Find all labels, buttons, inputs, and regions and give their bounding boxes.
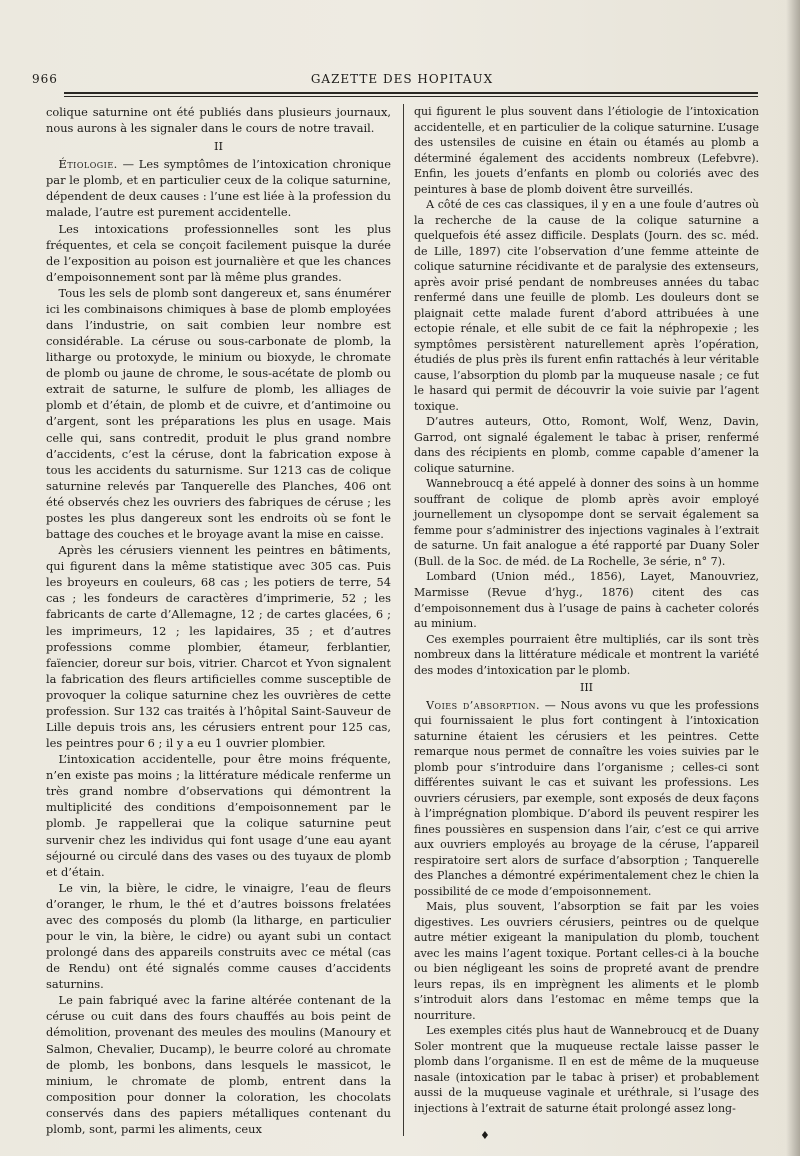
section-heading: Voies d’absorption. xyxy=(426,698,540,712)
paragraph-text: — Les symptômes de l’intoxication chronique par le plomb, et en particulier ceux de la colique saturnine, dépendent de deux causes : l’une est liée à la profession du malade, l’autre est purement accidentelle. xyxy=(46,157,391,220)
page-footer-mark: ♦ xyxy=(480,1129,490,1142)
paragraph: L’intoxication accidentelle, pour être moins fréquente, n’en existe pas moins ; la littérature médicale renferme un très grand nombre d’observations qui démontrent la multiplicité des conditions d’empoisonnement par le plomb. Je rappellerai que la colique saturnine peut survenir chez les individus qui font usage d’une eau ayant séjourné ou circulé dans des vases ou des tuyaux de plomb et d’étain. xyxy=(46,752,391,879)
paragraph: Le vin, la bière, le cidre, le vinaigre, l’eau de fleurs d’oranger, le rhum, le thé et d’autres boissons frelatées avec des composés du plomb (la litharge, en particulier pour le vin, la bière, le cidre) ou ayant subi un contact prolongé dans des appareils construits avec ce métal (cas de Rendu) ont été signalés comme causes d’accidents saturnins. xyxy=(46,880,391,992)
paragraph: qui figurent le plus souvent dans l’étiologie de l’intoxication accidentelle, et en particulier de la colique saturnine. L’usage des ustensiles de cuisine en étain ou étamés au plomb a déterminé également des accidents nombreux (Lefebvre). Enfin, les jouets d’enfants en plomb ou coloriés avec des peintures à base de plomb doivent être surveillés. xyxy=(414,105,759,196)
paragraph: Tous les sels de plomb sont dangereux et, sans énumérer ici les combinaisons chimiques à base de plomb employées dans l’industrie, on sait combien leur nombre est considérable. La céruse ou sous-carbonate de plomb, la litharge ou protoxyde, le minium ou bioxyde, le chromate de plomb ou jaune de chrome, le sous-acétate de plomb ou extrait de saturne, le sulfure de plomb, les alliages de plomb et d’étain, de plomb et de cuivre, et d’antimoine ou d’argent, sont les préparations les plus en usage. Mais celle qui, sans contredit, produit le plus grand nombre d’accidents, c’est la céruse, dont la fabrication expose à tous les accidents du saturnisme. Sur 1213 cas de colique saturnine relevés par Tanquerelle des Planches, 406 ont été observés chez les ouvriers des fabriques de céruse ; les postes les plus dangereux sont les endroits où se font le battage des couches et le broyage avant la mise en caisse. xyxy=(46,285,391,542)
paragraph: colique saturnine ont été publiés dans plusieurs journaux, nous aurons à les signaler dans le cours de notre travail. xyxy=(46,105,391,136)
page-number: 966 xyxy=(32,72,58,86)
paragraph: Le pain fabriqué avec la farine altérée contenant de la céruse ou cuit dans des fours chauffés au bois peint de démolition, provenant des meules des moulins (Manoury et Salmon, Chevalier, Ducamp), le beurre coloré au chromate de plomb, les bonbons, dans lesquels le massicot, le minium, le chromate de plomb, entrent dans la composition pour donner la coloration, les chocolats conservés dans des papiers métalliques contenant du plomb, sont, parmi les aliments, ceux xyxy=(46,993,391,1136)
paragraph: Wannebroucq a été appelé à donner des soins à un homme souffrant de colique de plomb après avoir employé journellement un clysopompe dont se servait également sa femme pour s’administrer des injections vaginales à l’extrait de saturne. Un fait analogue a été rapporté par Duany Soler (Bull. de la Soc. de méd. de La Rochelle, 3e série, n° 7). xyxy=(414,477,759,568)
left-column xyxy=(46,104,391,1137)
section-heading: Étiologie. xyxy=(58,157,118,172)
page-edge-shadow xyxy=(786,0,800,1156)
paragraph: Mais, plus souvent, l’absorption se fait par les voies digestives. Les ouvriers cérusiers, peintres ou de quelque autre métier exigeant la manipulation du plomb, touchent avec les mains l’agent toxique. Portant celles-ci à la bouche ou bien négligeant les soins de propreté avant de prendre leurs repas, ils en imprègnent les aliments et le plomb s’introduit alors dans l’estomac en même temps que la nourriture. xyxy=(414,900,759,1022)
section-number: III xyxy=(579,681,594,695)
header-rule-thick xyxy=(64,92,758,94)
paragraph: Les exemples cités plus haut de Wannebroucq et de Duany Soler montrent que la muqueuse rectale laisse passer le plomb dans l’organisme. Il en est de même de la muqueuse nasale (intoxication par le tabac à priser) et probablement aussi de la muqueuse vaginale et uréthrale, si l’usage des injections à l’extrait de saturne était prolongé assez long- xyxy=(414,1024,759,1115)
running-title: GAZETTE DES HOPITAUX xyxy=(310,72,494,86)
paragraph: D’autres auteurs, Otto, Romont, Wolf, Wenz, Davin, Garrod, ont signalé également le tabac à priser, renfermé dans des récipients en plomb, comme capable d’amener la colique saturnine. xyxy=(414,415,759,475)
header-rule-thin xyxy=(64,96,758,97)
paragraph-text: — Nous avons vu que les professions qui fournissaient le plus fort contingent à l’intoxication saturnine étaient les cérusiers et les peintres. Cette remarque nous permet de connaître les voies suivies par le plomb pour s’introduire dans l’organisme ; celles-ci sont différentes suivant le cas et suivant les professions. Les ouvriers cérusiers, par exemple, sont exposés de deux façons à l’imprégnation plombique. D’abord ils peuvent respirer les fines poussières en suspension dans l’air, c’est ce qui arrive aux ouvriers employés au broyage de la céruse, l’appareil respiratoire sert alors de surface d’absorption ; Tanquerelle des Planches a démontré expérimentalement chez le chien la possibilité de ce mode d’empoisonnement. xyxy=(414,698,759,898)
paragraph xyxy=(46,156,391,220)
paragraph xyxy=(414,698,759,900)
right-column xyxy=(414,104,759,1117)
page-header xyxy=(32,72,772,92)
paragraph: Après les cérusiers viennent les peintres en bâtiments, qui figurent dans la même statistique avec 305 cas. Puis les broyeurs en couleurs, 68 cas ; les potiers de terre, 54 cas ; les fondeurs de caractères d’imprimerie, 52 ; les fabricants de carte d’Allemagne, 12 ; de cartes glacées, 6 ; les imprimeurs, 12 ; les lapidaires, 35 ; et d’autres professions comme plombier, étameur, ferblantier, faïencier, doreur sur bois, vitrier. Charcot et Yvon signalent la fabrication des fleurs artificielles comme susceptible de provoquer la colique saturnine chez les ouvrières de cette profession. Sur 132 cas traités à l’hôpital Saint-Sauveur de Lille depuis trois ans, les cérusiers entrent pour 125 cas, les peintres pour 6 ; il y a eu 1 ouvrier plombier. xyxy=(46,543,391,751)
paragraph: Les intoxications professionnelles sont les plus fréquentes, et cela se conçoit facilement puisque la durée de l’exposition au poison est journalière et que les chances d’empoisonnement sont par là même plus grandes. xyxy=(46,221,391,284)
column-divider xyxy=(403,104,404,1136)
section-number: II xyxy=(214,139,223,154)
paragraph: A côté de ces cas classiques, il y en a une foule d’autres où la recherche de la cause de la colique saturnine a quelquefois été assez difficile. Desplats (Journ. des sc. méd. de Lille, 1897) cite l’observation d’une femme atteinte de colique saturnine récidivante et de paralysie des extenseurs, après avoir prisé pendant de nombreuses années du tabac renfermé dans une feuille de plomb. Les douleurs dont se plaignait cette malade furent d’abord attribuées à une ectopie rénale, et elle subit de ce fait la néphropexie ; les symptômes persistèrent naturellement après l’opération, étudiés de plus près ils furent enfin rattachés à leur véritable cause, l’absorption du plomb par la muqueuse nasale ; ce fut le hasard qui permit de découvrir la voie suivie par l’agent toxique. xyxy=(414,198,759,413)
paragraph: Ces exemples pourraient être multipliés, car ils sont très nombreux dans la littérature médicale et montrent la variété des modes d’intoxication par le plomb. xyxy=(414,632,759,677)
paragraph: Lombard (Union méd., 1856), Layet, Manouvriez, Marmisse (Revue d’hyg., 1876) citent des cas d’empoisonnement dus à l’usage de pains à cacheter colorés au minium. xyxy=(414,570,759,631)
